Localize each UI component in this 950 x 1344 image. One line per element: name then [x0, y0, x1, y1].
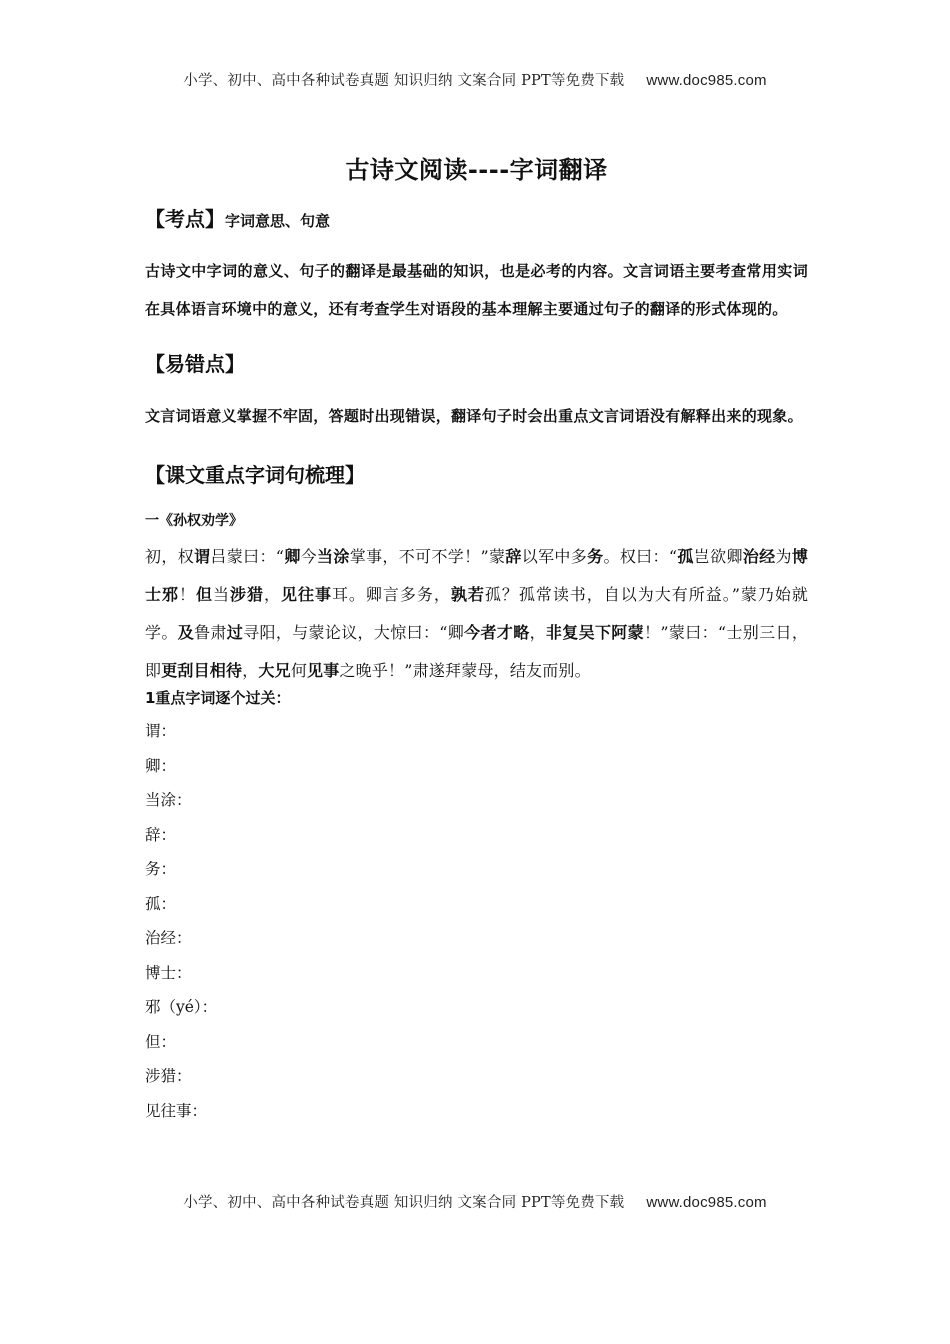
key-word: 当涂 [317, 547, 350, 566]
lesson-title: 一《孙权劝学》 [145, 513, 243, 529]
passage-text: ， [529, 623, 546, 642]
passage-text: 。权曰：“ [603, 547, 678, 566]
passage-text: ！”蒙曰：“士别三日，即 [145, 623, 809, 680]
passage-text: ， [242, 661, 259, 680]
page-header [0, 69, 950, 90]
lesson-text [145, 538, 808, 690]
vocab-item: 邪（yé）： [145, 998, 218, 1016]
key-word: 涉猎 [229, 585, 264, 604]
document-title: 古诗文阅读----字词翻译 [345, 156, 608, 184]
section-yicuo-heading: 【易错点】 [145, 352, 245, 376]
passage-text: 吕蒙曰：“ [210, 547, 285, 566]
passage-text: ， [263, 585, 281, 604]
vocab-item: 谓： [145, 722, 177, 740]
document-body [145, 150, 808, 1128]
key-word: 孤 [677, 547, 694, 566]
key-word: 卿 [284, 547, 301, 566]
vocab-item: 卿： [145, 756, 177, 775]
vocab-item: 务： [145, 860, 177, 878]
passage-text: ！ [178, 585, 196, 604]
passage-text: 寻阳，与蒙论议，大惊曰：“卿 [243, 623, 465, 642]
footer-url[interactable]: www.doc985.com [646, 1194, 767, 1211]
vocab-item: 涉猎： [145, 1067, 192, 1085]
vocab-item: 博士： [145, 963, 192, 982]
key-word: 治经 [742, 547, 776, 566]
passage-text: 以军中多 [521, 547, 588, 566]
vocab-list [145, 714, 808, 1128]
vocab-item: 孤： [145, 894, 177, 913]
passage-text: 之晚乎！”肃遂拜蒙母，结友而别。 [339, 661, 591, 680]
vocab-item: 当涂： [145, 791, 192, 809]
vocab-subheading: 1重点字词逐个过关： [145, 689, 291, 707]
header-url[interactable]: www.doc985.com [646, 72, 767, 89]
key-word: 更刮目相待 [161, 661, 243, 680]
vocab-item: 但： [145, 1032, 177, 1051]
page-footer [0, 1191, 950, 1212]
vocab-item: 见往事： [145, 1101, 208, 1120]
key-word: 博士邪 [145, 547, 809, 604]
vocab-item: 辞： [145, 825, 177, 844]
vocab-item: 治经： [145, 929, 192, 947]
intro-paragraph: 古诗文中字词的意义、句子的翻译是最基础的知识，也是必考的内容。文言词语主要考查常用实词在具体语言环境中的意义，还有考查学生对语段的基本理解主要通过句子的翻译的形式体现的。 [145, 262, 808, 318]
header-text: 小学、初中、高中各种试卷真题 知识归纳 文案合同 PPT等免费下载 [183, 73, 625, 89]
key-word: 及 [177, 623, 195, 642]
key-word: 过 [226, 623, 244, 642]
key-word: 见往事 [280, 585, 332, 604]
passage-text: 岂欲卿 [693, 547, 743, 566]
key-word: 今者才略 [464, 623, 530, 642]
key-word: 孰若 [450, 585, 485, 604]
footer-text: 小学、初中、高中各种试卷真题 知识归纳 文案合同 PPT等免费下载 [183, 1195, 625, 1211]
key-word: 大兄 [258, 661, 291, 680]
passage-text: 为 [775, 547, 792, 566]
passage-text: 今 [300, 547, 318, 566]
key-word: 谓 [194, 547, 211, 566]
passage-text: 掌事，不可不学！”蒙 [349, 547, 506, 566]
passage-text: 孤？孤常读书，自以为大有所益。”蒙乃始就学。 [145, 585, 809, 642]
passage-text: 何 [290, 661, 308, 680]
key-word: 但 [195, 585, 213, 604]
section-kaodian [145, 203, 808, 232]
passage-text: 耳。卿言多务， [331, 585, 451, 604]
section-kewen-heading: 【课文重点字词句梳理】 [145, 463, 365, 487]
kaodian-heading: 【考点】 [145, 207, 225, 231]
passage-text: 鲁肃 [194, 623, 227, 642]
key-word: 务 [587, 547, 604, 566]
passage-text: 初，权 [145, 547, 195, 566]
passage-text: 当 [212, 585, 230, 604]
key-word: 见事 [307, 661, 340, 680]
key-word: 辞 [505, 547, 522, 566]
kaodian-sub: 字词意思、句意 [225, 212, 331, 230]
key-word: 非复吴下阿蒙 [545, 623, 645, 642]
yicuo-paragraph: 文言词语意义掌握不牢固，答题时出现错误，翻译句子时会出重点文言词语没有解释出来的现象。 [145, 407, 803, 425]
